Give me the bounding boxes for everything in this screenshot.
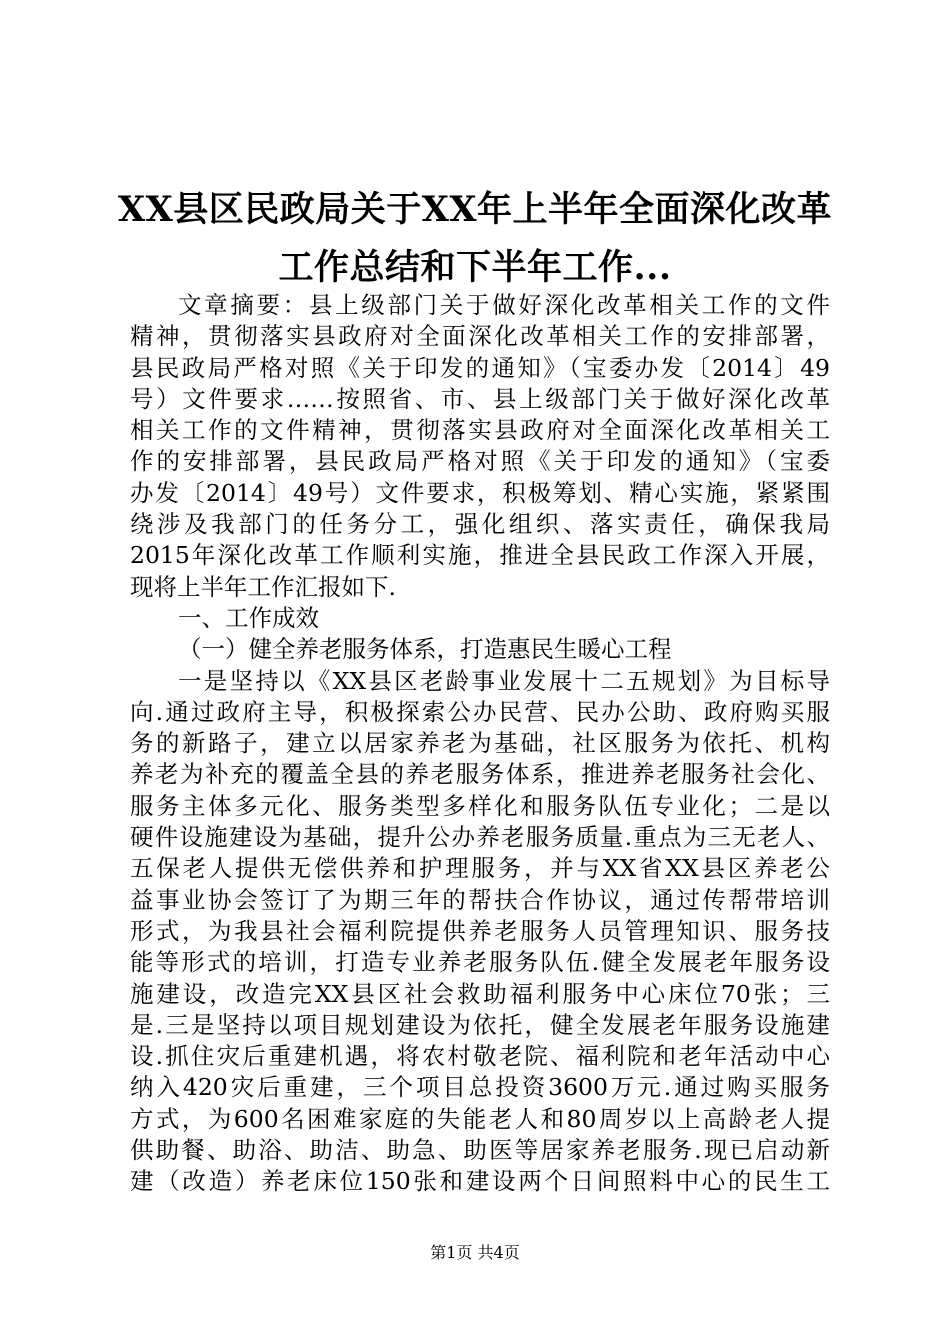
body-text-line: 方式，为600名困难家庭的失能老人和80周岁以上高龄老人提 (130, 1104, 830, 1133)
body-text-line: 一、工作成效 (178, 603, 319, 632)
body-text-line: 益事业协会签订了为期三年的帮扶合作协议，通过传帮带培训 (130, 885, 830, 914)
body-text-line: 服务主体多元化、服务类型多样化和服务队伍专业化；二是以 (130, 791, 830, 820)
body-text-line: 2015年深化改革工作顺利实施，推进全县民政工作深入开展， (130, 541, 830, 570)
body-text-line: 绕涉及我部门的任务分工，强化组织、落实责任，确保我局 (130, 510, 830, 539)
body-text-line: 县民政局严格对照《关于印发的通知》（宝委办发〔2014〕49 (130, 353, 830, 382)
body-text-line: 号）文件要求……按照省、市、县上级部门关于做好深化改革 (130, 384, 830, 413)
page-number-footer: 第1页 共4页 (430, 1243, 520, 1262)
body-text-line: 相关工作的文件精神，贯彻落实县政府对全面深化改革相关工 (130, 416, 830, 445)
body-text-line: （一）健全养老服务体系，打造惠民生暖心工程 (178, 635, 672, 664)
body-text-line: 硬件设施建设为基础，提升公办养老服务质量.重点为三无老人、 (130, 823, 830, 852)
body-text-line: 是.三是坚持以项目规划建设为依托，健全发展老年服务设施建 (130, 1010, 830, 1039)
document-title-line-1: XX县区民政局关于XX年上半年全面深化改革 (117, 189, 833, 230)
body-text-line: 向.通过政府主导，积极探索公办民营、民办公助、政府购买服 (130, 697, 830, 726)
body-text-line: 精神，贯彻落实县政府对全面深化改革相关工作的安排部署， (130, 322, 830, 351)
body-text-line: 能等形式的培训，打造专业养老服务队伍.健全发展老年服务设 (130, 948, 830, 977)
body-text-line: 作的安排部署，县民政局严格对照《关于印发的通知》（宝委 (130, 447, 830, 476)
body-text-line: 一是坚持以《XX县区老龄事业发展十二五规划》为目标导 (178, 666, 830, 695)
body-text-line: 供助餐、助浴、助洁、助急、助医等居家养老服务.现已启动新 (130, 1136, 830, 1165)
document-title-line-2: 工作总结和下半年工作... (278, 247, 672, 288)
body-text-line: 文章摘要：县上级部门关于做好深化改革相关工作的文件 (178, 291, 830, 319)
body-text-line: 办发〔2014〕49号）文件要求，积极筹划、精心实施，紧紧围 (130, 478, 830, 507)
body-text-line: 建（改造）养老床位150张和建设两个日间照料中心的民生工 (130, 1167, 830, 1196)
document-body (130, 290, 830, 1198)
body-text-line: 养老为补充的覆盖全县的养老服务体系，推进养老服务社会化、 (130, 760, 830, 789)
body-text-line: 务的新路子，建立以居家养老为基础，社区服务为依托、机构 (130, 729, 830, 758)
body-text-line: 五保老人提供无偿供养和护理服务，并与XX省XX县区养老公 (130, 854, 830, 883)
body-text-line: 纳入420灾后重建，三个项目总投资3600万元.通过购买服务 (130, 1073, 830, 1102)
body-text-line: 现将上半年工作汇报如下. (130, 572, 396, 601)
body-text-line: 设.抓住灾后重建机遇，将农村敬老院、福利院和老年活动中心 (130, 1042, 830, 1071)
body-text-line: 施建设，改造完XX县区社会救助福利服务中心床位70张；三 (130, 979, 830, 1008)
body-text-line: 形式，为我县社会福利院提供养老服务人员管理知识、服务技 (130, 916, 830, 945)
